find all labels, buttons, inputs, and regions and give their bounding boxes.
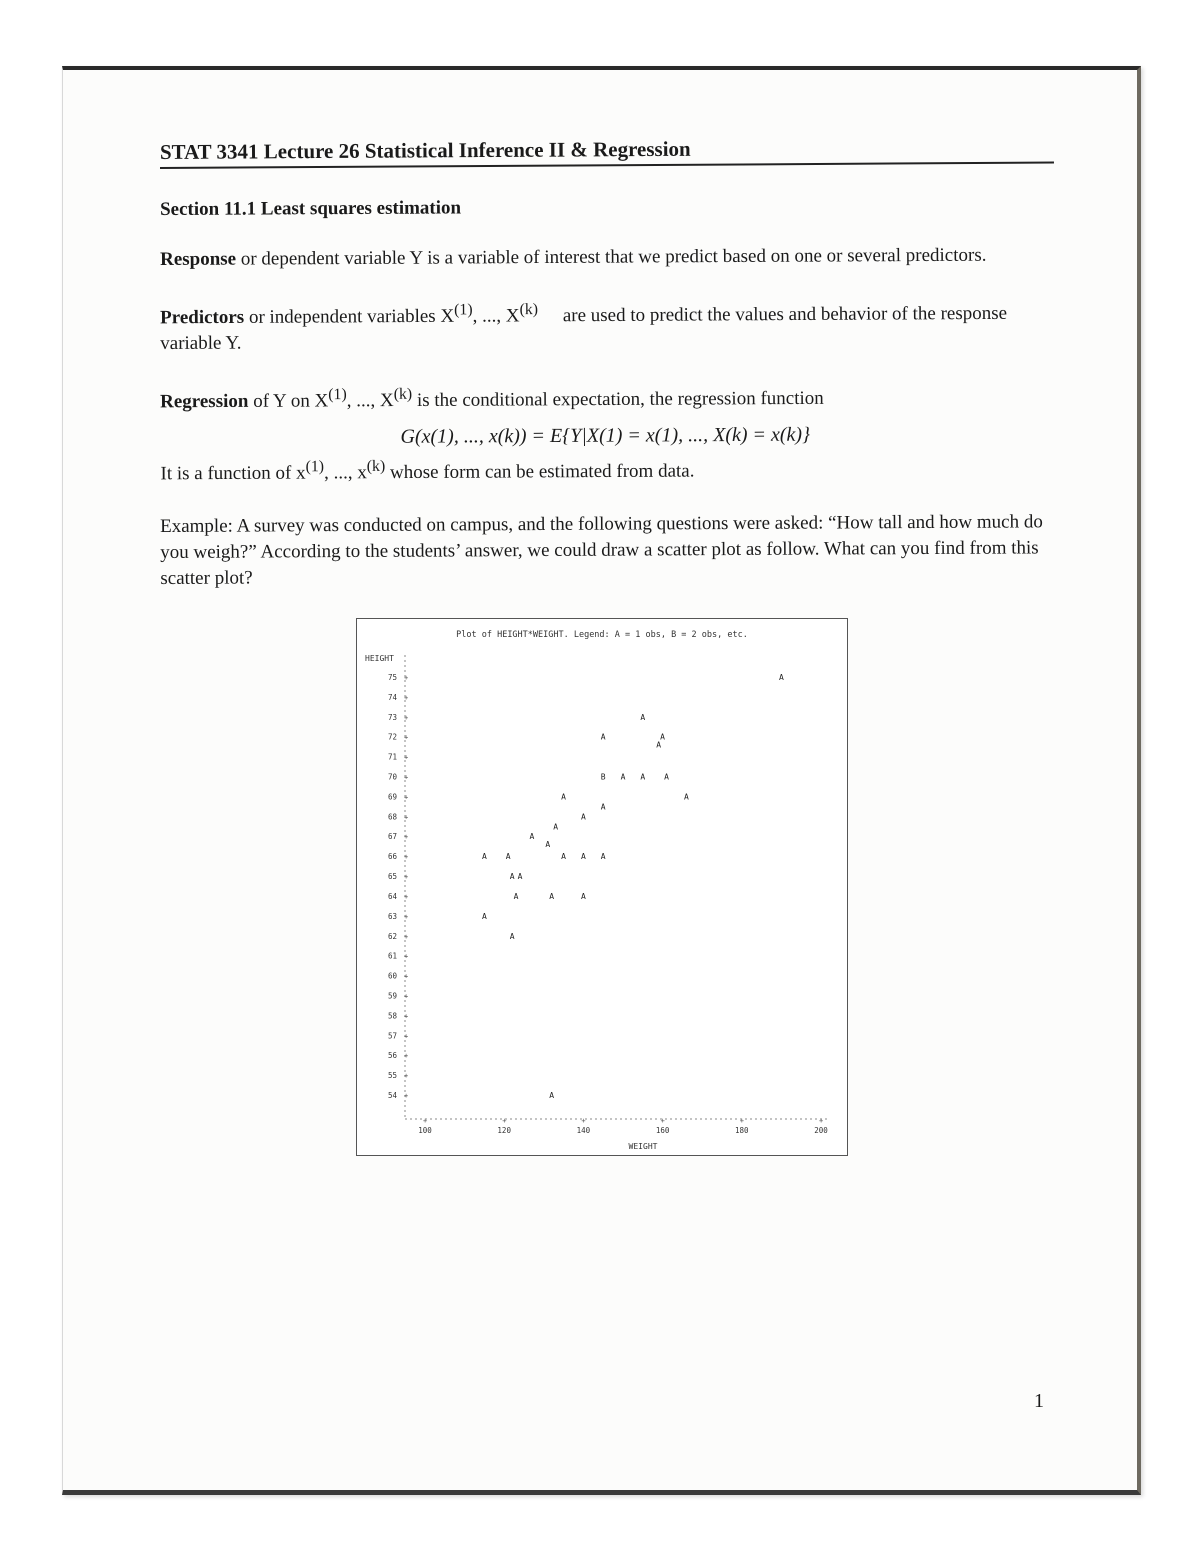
y-tick-label: 67 [387, 832, 397, 842]
y-tick-label: 68 [387, 812, 397, 822]
y-tick-mark: + [404, 693, 409, 702]
scatter-point: A [640, 772, 646, 782]
x-tick-label: 180 [735, 1126, 749, 1135]
predictors-term: Predictors [160, 306, 245, 329]
y-tick-mark: + [404, 952, 409, 961]
y-tick-label: 56 [387, 1051, 397, 1061]
y-tick-mark: + [404, 892, 409, 901]
x-tick-mark: + [423, 1117, 428, 1125]
y-tick-label: 72 [387, 732, 397, 742]
y-tick-label: 61 [387, 951, 397, 961]
y-tick-mark: + [404, 773, 409, 782]
scatter-point: A [561, 852, 567, 862]
y-tick-label: 64 [387, 891, 397, 901]
y-tick-mark: + [404, 1012, 409, 1021]
scatter-point: A [505, 852, 511, 862]
page-number: 1 [1034, 1390, 1044, 1412]
y-tick-mark: + [404, 972, 409, 981]
x-tick-mark: + [502, 1117, 507, 1125]
page-title: STAT 3341 Lecture 26 Statistical Inference II & Regression [160, 135, 1054, 169]
y-tick-mark: + [404, 833, 409, 842]
y-tick-label: 60 [387, 971, 397, 981]
predictors-paragraph [160, 294, 1050, 357]
x-tick-mark: + [819, 1117, 824, 1125]
sup-1: (1) [305, 458, 325, 476]
x-tick-mark: + [739, 1117, 745, 1125]
predictors-text-a: or independent variables X [244, 305, 455, 328]
response-term: Response [160, 248, 237, 270]
scatter-point: A [664, 772, 669, 782]
y-tick-mark: + [404, 1052, 409, 1061]
y-tick-label: 75 [387, 673, 397, 682]
scatter-point: A [509, 872, 515, 882]
regression-formula: G(x(1), ..., x(k)) = E{Y|X(1) = x(1), ..., X(k) = x(k)} [400, 424, 811, 449]
predictors-text-c: are used to predict the values and behavior of the response variable Y. [160, 302, 1008, 355]
y-tick-mark: + [404, 674, 409, 682]
x-tick-label: 120 [497, 1126, 511, 1135]
scatter-point: A [600, 802, 606, 812]
y-tick-label: 73 [387, 712, 397, 722]
scatter-point: A [683, 792, 689, 802]
y-tick-mark: + [404, 713, 409, 722]
scatter-point: A [656, 740, 662, 750]
x-tick-label: 160 [655, 1126, 670, 1135]
scatter-point: A [561, 792, 567, 802]
scatter-point: A [553, 822, 559, 832]
scatter-point: A [580, 891, 586, 901]
scatter-point: A [517, 872, 523, 882]
scatter-plot-figure [356, 618, 848, 1156]
y-tick-mark: + [404, 1092, 409, 1100]
regression-term: Regression [160, 391, 249, 413]
scatter-point: A [600, 852, 606, 862]
scatter-point: A [509, 931, 515, 941]
y-axis-label: HEIGHT [365, 654, 394, 663]
scatter-point: A [640, 712, 646, 722]
scatter-point: A [545, 840, 551, 850]
regression-text-b: , ..., X [346, 390, 394, 412]
sup-1: (1) [328, 386, 347, 404]
scatter-point: B [600, 772, 606, 782]
x-axis-label: WEIGHT [628, 1142, 658, 1151]
scatter-plot [357, 619, 847, 1155]
y-tick-mark: + [404, 853, 409, 862]
sup-1: (1) [454, 301, 473, 319]
y-tick-mark: + [404, 912, 409, 921]
scatter-point: A [580, 852, 586, 862]
scatter-point: A [778, 673, 784, 682]
y-tick-mark: + [404, 1032, 409, 1041]
x-tick-mark: + [660, 1117, 665, 1125]
sup-k: (k) [393, 386, 413, 404]
y-tick-mark: + [404, 733, 409, 742]
function-text-a: It is a function of x [160, 463, 306, 485]
y-tick-mark: + [404, 873, 409, 882]
scatter-point: A [513, 891, 519, 901]
sup-k: (k) [366, 458, 386, 476]
y-tick-label: 57 [387, 1031, 397, 1041]
function-text-c: whose form can be estimated from data. [385, 461, 695, 484]
predictors-text-b: , ..., X [472, 305, 520, 327]
y-tick-mark: + [404, 813, 409, 822]
y-tick-label: 54 [387, 1091, 397, 1100]
regression-text-c: is the conditional expectation, the regression function [412, 388, 824, 412]
y-tick-label: 74 [387, 692, 397, 702]
response-paragraph [160, 242, 1050, 273]
y-tick-mark: + [404, 932, 409, 941]
scatter-point: A [549, 891, 555, 901]
y-tick-label: 66 [387, 852, 397, 862]
x-tick-label: 200 [814, 1126, 828, 1135]
function-line [160, 451, 1050, 488]
scatter-point: A [529, 832, 535, 842]
y-tick-mark: + [404, 1072, 409, 1081]
x-tick-label: 140 [576, 1126, 591, 1135]
y-tick-mark: + [404, 753, 409, 762]
y-tick-mark: + [404, 793, 409, 802]
scatter-point: A [600, 732, 606, 742]
y-tick-label: 70 [387, 772, 397, 782]
scatter-point: A [549, 1091, 555, 1100]
scatter-point: A [481, 911, 487, 921]
scatter-point: A [580, 812, 586, 822]
scatter-point: A [660, 732, 666, 742]
scatter-point: A [620, 772, 626, 782]
y-tick-label: 55 [387, 1071, 397, 1081]
y-tick-label: 69 [387, 792, 397, 802]
regression-text-a: of Y on X [248, 390, 329, 413]
scatter-point: A [481, 852, 487, 862]
y-tick-label: 58 [387, 1011, 397, 1021]
chart-title: Plot of HEIGHT*WEIGHT. Legend: A = 1 obs, B = 2 obs, etc. [456, 630, 748, 640]
y-tick-label: 65 [387, 872, 397, 882]
y-tick-label: 71 [387, 752, 397, 762]
response-text: or dependent variable Y is a variable of interest that we predict based on one or several predictors. [236, 244, 987, 270]
x-tick-mark: + [581, 1117, 586, 1125]
x-tick-label: 100 [418, 1126, 432, 1135]
y-tick-label: 59 [387, 991, 397, 1001]
section-heading: Section 11.1 Least squares estimation [160, 197, 462, 220]
example-paragraph: Example: A survey was conducted on campus, and the following questions were asked: “How tall and how much do you weigh?” According to the students’ answer, we could draw a scatter plot as follow. What can you find from this scatter plot? [160, 511, 1043, 589]
function-text-b: , ..., x [323, 462, 367, 485]
y-tick-mark: + [404, 992, 409, 1001]
sup-k: (k) [519, 301, 539, 319]
y-tick-label: 62 [387, 931, 397, 941]
y-tick-label: 63 [387, 911, 397, 921]
regression-paragraph [160, 379, 1051, 488]
page-content [159, 136, 1050, 592]
